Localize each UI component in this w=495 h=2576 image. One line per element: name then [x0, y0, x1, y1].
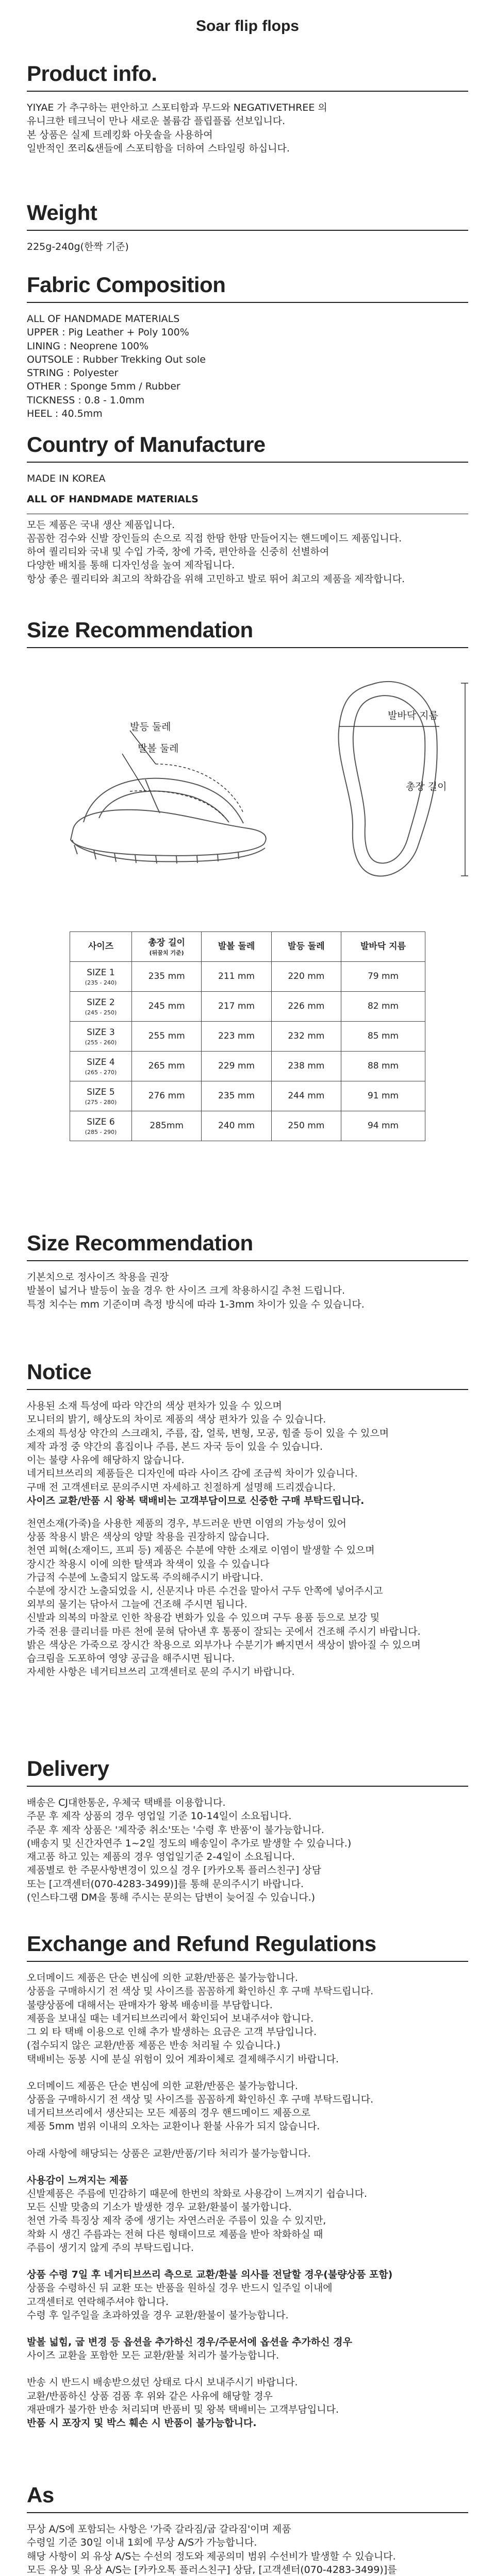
size-chart-cell: 211 mm	[202, 962, 271, 992]
fabric-line: LINING : Neoprene 100%	[27, 340, 149, 352]
size-chart-cell: 240 mm	[202, 1111, 271, 1141]
fabric-line: STRING : Polyester	[27, 367, 119, 379]
exchange-heading: Exchange and Refund Regulations	[27, 1931, 376, 1956]
size-chart-size-name: SIZE 6	[87, 1117, 115, 1128]
size-chart-cell: 245 mm	[132, 992, 202, 1022]
size-chart-cell: 91 mm	[341, 1081, 425, 1111]
size-chart-cell: 217 mm	[202, 992, 271, 1022]
size-chart-cell: 220 mm	[271, 962, 341, 992]
product-info-heading: Product info.	[27, 61, 157, 86]
size-chart-cell	[70, 1052, 132, 1081]
product-info-text: YIYAE 가 추구하는 편안하고 스포티함과 무드와 NEGATIVETHREE 의 유니크한 테크닉이 만나 새로운 볼륨감 플립플롭 선보입니다. 본 상품은 실제 트레킹화 아웃솔을 사용하여 일반적인 쪼리&샌들에 스포티함을 더하여 스타일링 하십니다.	[27, 102, 327, 154]
exchange-used-heading: 사용감이 느껴지는 제품	[27, 2174, 128, 2186]
size-chart-cell: 250 mm	[271, 1111, 341, 1141]
divider	[27, 1961, 468, 1962]
shoe-illustration	[27, 658, 468, 926]
size-chart-cell: 232 mm	[271, 1022, 341, 1052]
delivery-section	[0, 1757, 495, 1917]
size-chart-cell	[70, 1022, 132, 1052]
size-chart-cell: 223 mm	[202, 1022, 271, 1052]
exchange-option-text: 사이즈 교환을 포함한 모든 교환/환불 처리가 불가능합니다.	[27, 2350, 279, 2362]
divider	[27, 1260, 468, 1261]
divider	[27, 91, 468, 92]
size-chart-cell: 82 mm	[341, 992, 425, 1022]
fabric-line: OUTSOLE : Rubber Trekking Out sole	[27, 353, 206, 365]
product-info-section	[0, 62, 495, 180]
as-section	[0, 2483, 495, 2576]
size-chart-cell: 244 mm	[271, 1081, 341, 1111]
size-chart-cell: 226 mm	[271, 992, 341, 1022]
exchange-section	[0, 1932, 495, 2468]
size-chart-row	[70, 1052, 425, 1081]
size-chart-cell: 85 mm	[341, 1022, 425, 1052]
fabric-line: OTHER : Sponge 5mm / Rubber	[27, 381, 180, 393]
size-chart-cell: 235 mm	[132, 962, 202, 992]
size-guide-section	[0, 618, 495, 1211]
delivery-text: 배송은 CJ대한통운, 우체국 택배를 이용합니다. 주문 후 제작 상품의 경우 영업일 기준 10-14일이 소요됩니다. 주문 후 제작 상품은 '제작중 취소'또는 '수령 후 반품'이 불가능합니다. (배송지 및 신간자연주 1~2일 정도의 배송일이 추가로 발생할 수 있습니다.) 재고품 하고 있는 제품의 경우 영업일기준 2-4일이 소요됩니다. 제품별로 한 주문사항변경이 있으실 경우 [카카오톡 플러스친구] 상담 또는 [고객센터(070-4283-3499)]를 통해 문의주시기 바랍니다. (인스타그램 DM을 통해 주시는 문의는 답변이 늦어질 수 있습니다.)	[27, 1797, 352, 1903]
delivery-heading: Delivery	[27, 1756, 109, 1781]
size-chart-header: 사이즈	[70, 932, 132, 962]
weight-section	[0, 201, 495, 273]
page-title: Soar flip flops	[195, 18, 299, 35]
size-chart-size-range: (265 - 270)	[85, 1069, 117, 1076]
size-chart-size-name: SIZE 3	[87, 1027, 115, 1038]
weight-text: 225g-240g(한짝 기준)	[27, 241, 129, 253]
exchange-packaging-warning: 반품 시 포장지 및 박스 훼손 시 반품이 불가능합니다.	[27, 2417, 257, 2429]
as-text: 무상 A/S에 포함되는 사항은 '가죽 갈라짐/굽 갈라짐'이며 제품 수령일 기준 30일 이내 1회에 무상 A/S가 가능합니다. 해당 사항이 외 유상 A/S는 수선의 정도와 제공의미 범위 수선비가 발생할 수 있습니다. 모든 유상 및 유상 A/S는 [카카오톡 플러스친구] 상담, [고객센터(070-4283-3499)]를	[27, 2523, 397, 2575]
size-chart-cell: 94 mm	[341, 1111, 425, 1141]
divider	[27, 462, 468, 463]
size-chart-size-name: SIZE 4	[87, 1057, 115, 1068]
exchange-7day-heading: 상품 수령 7일 후 네거티브쓰리 측으로 교환/환불 의사를 전달할 경우(불량상품 포함)	[27, 2269, 393, 2281]
size-chart-cell	[70, 992, 132, 1022]
exchange-7day-text: 상품을 수령하신 뒤 교환 또는 반품을 원하실 경우 반드시 일주일 이내에 고객센터로 연락해주셔야 합니다. 수령 후 일주일을 초과하였을 경우 교환/환불이 불가능합니다.	[27, 2282, 333, 2321]
label-sole-width: 발바닥 지름	[388, 710, 438, 722]
divider	[27, 302, 468, 303]
size-chart-header-sub: (뒤꿈치 기준)	[149, 949, 184, 956]
size-chart-size-range: (245 - 250)	[85, 1009, 117, 1016]
exchange-option-heading: 발볼 넓힘, 굽 변경 등 옵션을 추가하신 경우/주문서에 옵션을 추가하신 경우	[27, 2336, 352, 2348]
size-chart-header-label: 총장 길이	[148, 938, 185, 948]
size-chart-header	[132, 932, 202, 962]
fabric-heading: Fabric Composition	[27, 273, 226, 297]
label-total-length: 총장 길이	[406, 781, 447, 793]
country-section	[0, 433, 495, 603]
size-chart-size-range: (235 - 240)	[85, 979, 117, 986]
exchange-not-possible-text: 아래 사항에 해당되는 상품은 교환/반품/기타 처리가 불가능합니다.	[27, 2147, 311, 2159]
divider	[27, 647, 468, 648]
size-chart-cell: 255 mm	[132, 1022, 202, 1052]
size-chart-row	[70, 992, 425, 1022]
size-chart-row	[70, 1111, 425, 1141]
notice-heading: Notice	[27, 1360, 92, 1384]
fabric-line: UPPER : Pig Leather + Poly 100%	[27, 327, 189, 338]
size-chart-cell: 79 mm	[341, 962, 425, 992]
weight-heading: Weight	[27, 200, 97, 225]
label-instep-girth: 발볼 둘레	[138, 743, 179, 755]
size-chart-size-range: (275 - 280)	[85, 1098, 117, 1106]
size-chart-size-name: SIZE 2	[87, 997, 115, 1008]
size-chart-header: 발볼 둘레	[202, 932, 271, 962]
divider	[27, 1786, 468, 1787]
as-heading: As	[27, 2483, 54, 2507]
country-made-in: MADE IN KOREA	[27, 473, 106, 485]
size-chart-cell: 276 mm	[132, 1081, 202, 1111]
size-chart-cell: 229 mm	[202, 1052, 271, 1081]
notice-section	[0, 1360, 495, 1752]
fabric-line: TICKNESS : 0.8 - 1.0mm	[27, 394, 145, 406]
size-chart-header: 발바닥 지름	[341, 932, 425, 962]
size-advice-heading: Size Recommendation	[27, 1231, 253, 1255]
country-handmade: ALL OF HANDMADE MATERIALS	[27, 494, 199, 505]
divider	[27, 230, 468, 231]
size-chart-table	[70, 931, 425, 1141]
size-advice-text: 기본치으로 정사이즈 착용을 권장 발볼이 넓거나 발등이 높을 경우 한 사이즈 크게 착용하시길 추천 드립니다. 특정 치수는 mm 기준이며 측정 방식에 따라 1-3mm 차이가 있을 수 있습니다.	[27, 1272, 365, 1310]
size-chart-cell	[70, 1111, 132, 1141]
size-chart-cell: 238 mm	[271, 1052, 341, 1081]
size-chart-size-name: SIZE 5	[87, 1087, 115, 1098]
country-text: 모든 제품은 국내 생산 제품입니다. 꼼꼼한 검수와 신발 장인들의 손으로 직접 한땀 한땀 만들어지는 핸드메이드 제품입니다. 하여 퀄리티와 국내 및 수입 가죽, 창에 가죽, 편안하을 신중히 선별하여 다양한 배치를 통해 디자인성을 높여 제작됩니다. 항상 좋은 퀄리티와 최고의 착화감을 위해 고민하고 발로 뛰어 최고의 제품을 제작합니다.	[27, 519, 405, 585]
fabric-line: HEEL : 40.5mm	[27, 408, 103, 419]
size-chart-size-range: (285 - 290)	[85, 1128, 117, 1136]
size-chart-row	[70, 962, 425, 992]
notice-text: 사용된 소재 특성에 따라 약간의 색상 편차가 있을 수 있으며 모니터의 밝기, 해상도의 차이로 제품의 색상 편차가 있을 수 있습니다. 소재의 특성상 약간의 스크래치, 주름, 잡, 얼룩, 변형, 모공, 힘줄 등이 있을 수 있으며 제작 과정 중 약간의 흠집이나 주름, 본드 자국 등이 있을 수 있습니다. 이는 불량 사유에 해당하지 않습니다. 네거티브쓰리의 제품들은 디자인에 따라 사이즈 감에 조금씩 차이가 있습니다. 구매 전 고객센터로 문의주시면 자세하고 친절하게 설명해 드리겠습니다.	[27, 1400, 389, 1493]
size-chart-size-range: (255 - 260)	[85, 1039, 117, 1046]
shoe-measurement-diagram	[27, 658, 468, 926]
divider	[27, 2512, 468, 2513]
size-chart-cell: 88 mm	[341, 1052, 425, 1081]
size-chart-size-name: SIZE 1	[87, 968, 115, 978]
label-ball-girth: 발등 둘레	[130, 721, 171, 733]
size-chart-header-row	[70, 932, 425, 962]
notice-size-warning: 사이즈 교환/반품 시 왕복 택배비는 고객부담이므로 신중한 구매 부탁드립니다.	[27, 1495, 365, 1506]
size-chart-header: 발등 둘레	[271, 932, 341, 962]
size-chart-cell: 285mm	[132, 1111, 202, 1141]
divider	[27, 1389, 468, 1390]
exchange-return-text: 반송 시 반드시 배송받으셨던 상태로 다시 보내주시기 바랍니다. 교환/반품하신 상품 검품 후 위와 같은 사유에 해당할 경우 재판매가 불가한 반송 처리되며 반품비 및 왕복 택배비는 고객부담입니다.	[27, 2377, 339, 2415]
country-heading: Country of Manufacture	[27, 432, 266, 456]
size-chart-cell	[70, 1081, 132, 1111]
size-chart-cell: 235 mm	[202, 1081, 271, 1111]
exchange-text: 오더메이드 제품은 단순 변심에 의한 교환/반품은 불가능합니다. 상품을 구매하시기 전 색상 및 사이즈를 꼼꼼하게 확인하신 후 구매 부탁드립니다. 불량상품에 대해서는 판매자가 왕복 배송비를 부담합니다. 제품을 보내실 때는 네거티브쓰리에서 확인되어 보내주셔야 합니다. 그 외 타 택배 이용으로 인해 추가 발생하는 요금은 고객 부담입니다. (접수되지 않은 교환/반품 제품은 반송 처리될 수 있습니다.) 택배비는 동봉 시에 분실 위험이 있어 계좌이체로 결제해주시기 바랍니다.	[27, 1972, 374, 2065]
size-chart-row	[70, 1081, 425, 1111]
size-chart-row	[70, 1022, 425, 1052]
fabric-section	[0, 273, 495, 428]
size-guide-heading: Size Recommendation	[27, 618, 253, 642]
notice-care-text: 천연소재(가죽)을 사용한 제품의 경우, 부드러운 반면 이염의 가능성이 있어 상품 착용시 밝은 색상의 양말 착용을 권장하지 않습니다. 천연 피혁(소재이드, 프피 등) 제품은 수분에 약한 소재로 이염이 발생할 수 있으며 장시간 착용시 이에 의한 탈색과 착색이 있을 수 있습니다 가급적 수분에 노출되지 않도록 주의해주시기 바랍니다. 수분에 장시간 노출되었을 시, 신문지나 마른 수건을 말아서 구두 안쪽에 넣어주시고 외부의 물기는 닦아서 그늘에 건조해 주시면 됩니다. 신발과 의복의 마찰로 인한 착용감 변화가 있을 수 있으며 구두 용품 등으로 보강 및 가죽 전용 클리너를 마른 천에 묻혀 닦아낸 후 통풍이 잘되는 곳에서 건조해 주시기 바랍니다. 밝은 색상은 가죽으로 장시간 착용으로 외부가나 수분기가 빠지면서 색상이 밝아질 수 있으며 습크림을 도포하여 영양 공급을 해주시면 됩니다. 자세한 사항은 네거티브쓰리 고객센터로 문의 주시기 바랍니다.	[27, 1517, 421, 1678]
exchange-handmade-text: 오더메이드 제품은 단순 변심에 의한 교환/반품은 불가능합니다. 상품을 구매하시기 전 색상 및 사이즈를 꼼꼼하게 확인하신 후 구매 부탁드립니다. 네거티브쓰리에서 생산되는 모든 제품의 경우 핸드메이드 제품으로 제품 5mm 범위 이내의 오차는 교환이나 환불 사유가 되지 않습니다.	[27, 2080, 374, 2132]
size-advice-section	[0, 1231, 495, 1334]
size-chart-cell	[70, 962, 132, 992]
size-chart-cell: 265 mm	[132, 1052, 202, 1081]
fabric-line: ALL OF HANDMADE MATERIALS	[27, 313, 180, 325]
exchange-used-text: 신발제품은 주름에 민감하기 때문에 한번의 착화로 사용감이 느껴지기 쉽습니다. 모든 신발 맞춤의 기소가 발생한 경우 교환/환불이 불가합니다. 천연 가죽 특징상 제작 중에 생기는 자연스러운 주름이 있을 수 있지만, 착화 시 생긴 주름과는 전혀 다른 형태이므로 제품을 받아 착화하실 때 주름이 생기지 않게 주의 부탁드립니다.	[27, 2188, 368, 2253]
